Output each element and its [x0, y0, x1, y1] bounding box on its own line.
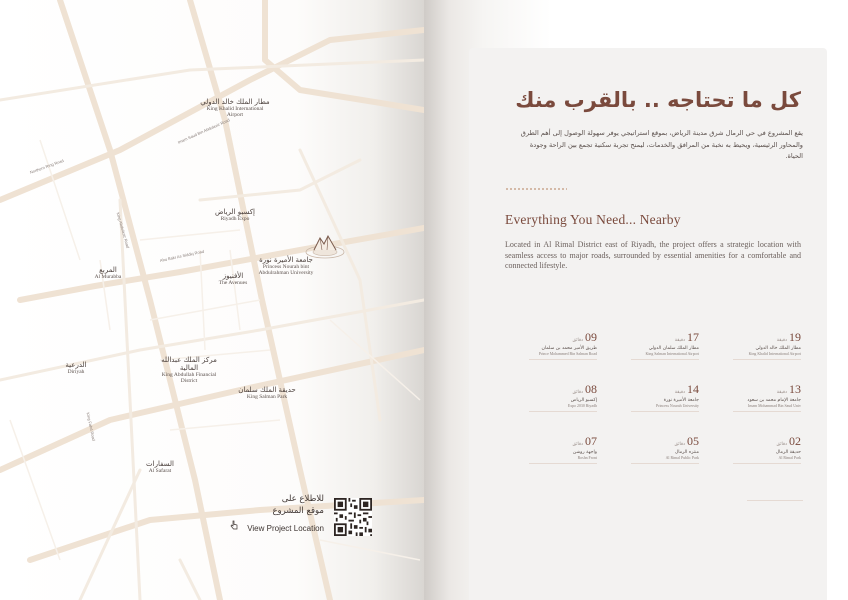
qr-label-ar: موقع المشروع [272, 506, 324, 516]
map-label-safarat: السفارات Al Safarat [146, 460, 174, 475]
info-panel [469, 48, 827, 600]
headline-english: Everything You Need... Nearby [505, 212, 681, 227]
map-label-pnu: جامعة الأميرة نورة Princess Nourah bint Abdulrahman University [258, 256, 314, 277]
map-label-murabba: المربع Al Murabba [94, 266, 122, 281]
map-label-diriyah: الدرعية Diriyah [65, 361, 87, 376]
map-label-kafd: مركز الملك عبدالله المالية King Abdullah Financial District [161, 356, 217, 385]
map-label-expo: إكسبو الرياض Riyadh Expo [215, 208, 255, 223]
qr-label-ar: للاطلاع على [281, 494, 324, 504]
headline-arabic: كل ما تحتاجه .. بالقرب منك [515, 88, 801, 112]
distance-item: 05دقائق منتزه الرمال Al Rimal Public Park [609, 430, 699, 470]
dotted-divider [505, 188, 567, 190]
distance-item: 08دقائق إكسبو الرياض Expo 2030 Riyadh [507, 378, 597, 418]
paragraph-arabic: يقع المشروع في حي الرمال شرق مدينة الرياض، بموقع استراتيجي يوفر سهولة الوصول إلى أهم الطرق والمحاور الرئيسية، ويحيط به نخبة من المرافق والخدمات، ليمنح تجربة سكنية تجمع بين الراحة وجودة الحياة. [520, 129, 803, 161]
distance-item: 19دقيقة مطار الملك خالد الدولي King Khalid International Airport [711, 326, 801, 366]
dotted-divider [747, 500, 803, 501]
street-label: King Abdulaziz Road [115, 211, 131, 249]
distance-item: 14دقيقة جامعة الأميرة نورة Princess Nourah University [609, 378, 699, 418]
street-label: Northern Ring Road [29, 157, 65, 175]
distance-item: 07دقائق واجهة روشن Roshn Front [507, 430, 597, 470]
project-location-icon[interactable] [304, 230, 346, 260]
distance-item: 17دقيقة مطار الملك سلمان الدولي King Salman International Airport [609, 326, 699, 366]
map-label-airport: مطار الملك خالد الدولي King Khalid International Airport [200, 98, 270, 119]
map-label-park: حديقة الملك سلمان King Salman Park [238, 386, 296, 401]
qr-code-icon[interactable] [334, 498, 372, 536]
paragraph-english: Located in Al Rimal District east of Riyadh, the project offers a strategic location with seamless access to major roads, surrounded by essential amenities for a comfortable and connected lifestyle. [505, 240, 801, 271]
distance-item: 02دقائق حديقة الرمال Al Rimal Park [711, 430, 801, 470]
street-label: Imam Saud Bin Abdulaziz Road [176, 117, 231, 145]
map-label-avenues: الأفنيوز The Avenues [218, 272, 248, 287]
view-location-link[interactable]: View Project Location [247, 524, 324, 533]
qr-block[interactable] [228, 494, 374, 540]
distance-item: 13دقيقة جامعة الإمام محمد بن سعود Imam Mohammad Bin Saud Univ [711, 378, 801, 418]
hand-pointer-icon [230, 520, 238, 530]
info-page [424, 0, 848, 600]
street-label: King Fahd Road [85, 411, 97, 442]
distance-item: 09دقائق طريق الأمير محمد بن سلمان Prince Mohammed Bin Salman Road [507, 326, 597, 366]
street-label: Abu Bakr As Siddiq Road [159, 248, 205, 263]
